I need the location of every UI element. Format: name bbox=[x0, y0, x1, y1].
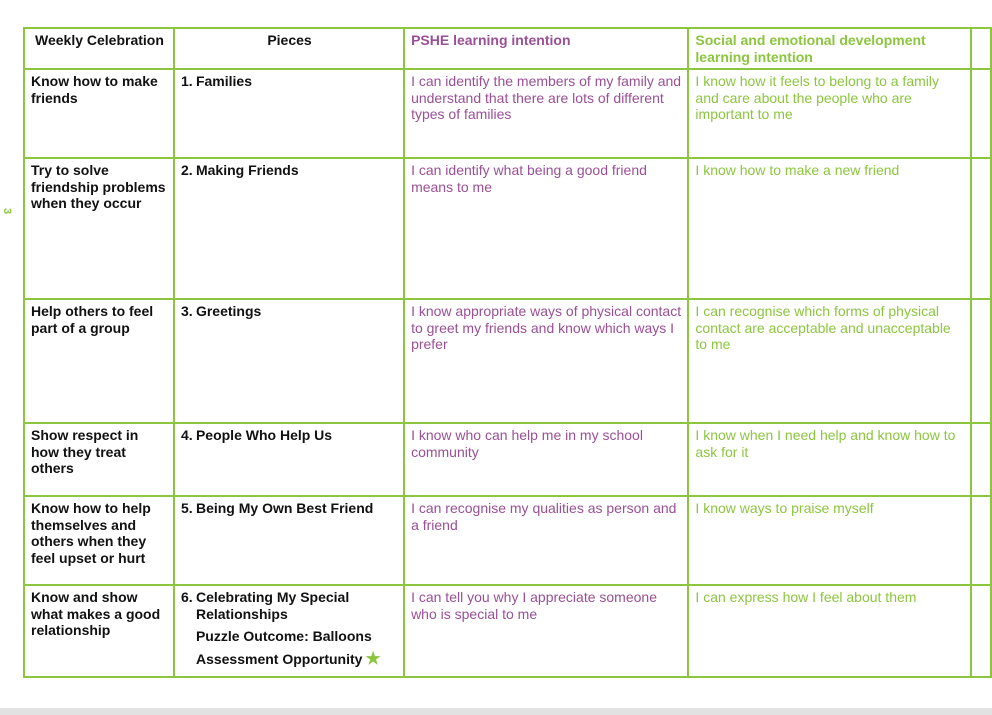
piece-title: Greetings bbox=[195, 303, 262, 319]
weekly-celebration-cell: Know and show what makes a good relationship bbox=[24, 585, 174, 677]
pshe-intention-cell: I know who can help me in my school community bbox=[404, 423, 688, 496]
piece-cell bbox=[174, 496, 404, 585]
table-row bbox=[24, 423, 991, 496]
piece-title: Celebrating My Special Relationships bbox=[195, 589, 350, 622]
piece-number: 3. bbox=[180, 303, 193, 319]
cutoff-column-cell bbox=[971, 299, 991, 423]
piece-title: People Who Help Us bbox=[195, 427, 333, 443]
sed-intention-cell: I can recognise which forms of physical contact are acceptable and unacceptable to me bbox=[688, 299, 971, 423]
piece-cell bbox=[174, 423, 404, 496]
piece-title: Families bbox=[195, 73, 252, 89]
learning-intentions-table bbox=[23, 27, 992, 678]
table-header-row bbox=[24, 28, 991, 69]
table-row bbox=[24, 585, 991, 677]
weekly-celebration-cell: Know how to help themselves and others when they feel upset or hurt bbox=[24, 496, 174, 585]
table-row bbox=[24, 299, 991, 423]
header-pshe-learning-intention: PSHE learning intention bbox=[404, 28, 688, 69]
piece-number: 4. bbox=[180, 427, 193, 443]
cutoff-column-cell bbox=[971, 585, 991, 677]
table-row bbox=[24, 69, 991, 158]
table-row bbox=[24, 158, 991, 299]
piece-number: 1. bbox=[180, 73, 193, 89]
sed-intention-cell: I know ways to praise myself bbox=[688, 496, 971, 585]
table-row bbox=[24, 496, 991, 585]
sed-intention-cell: I know when I need help and know how to ask for it bbox=[688, 423, 971, 496]
piece-number: 5. bbox=[180, 500, 193, 516]
header-weekly-celebration: Weekly Celebration bbox=[24, 28, 174, 69]
header-cutoff-column bbox=[971, 28, 991, 69]
pshe-intention-cell: I can identify what being a good friend means to me bbox=[404, 158, 688, 299]
star-icon: ★ bbox=[365, 648, 381, 668]
piece-cell bbox=[174, 299, 404, 423]
assessment-opportunity-label: Assessment Opportunity bbox=[195, 650, 363, 667]
sed-intention-cell: I know how to make a new friend bbox=[688, 158, 971, 299]
piece-cell bbox=[174, 158, 404, 299]
cutoff-column-cell bbox=[971, 158, 991, 299]
sed-intention-cell: I know how it feels to belong to a family and care about the people who are important to me bbox=[688, 69, 971, 158]
weekly-celebration-cell: Know how to make friends bbox=[24, 69, 174, 158]
piece-title: Making Friends bbox=[195, 162, 299, 178]
piece-cell bbox=[174, 585, 404, 677]
puzzle-outcome: Puzzle Outcome: Balloons bbox=[195, 628, 372, 644]
page-number: 3 bbox=[1, 207, 14, 215]
piece-number: 6. bbox=[180, 589, 193, 605]
piece-title: Being My Own Best Friend bbox=[195, 500, 374, 516]
pshe-intention-cell: I can identify the members of my family and understand that there are lots of different types of families bbox=[404, 69, 688, 158]
weekly-celebration-cell: Show respect in how they treat others bbox=[24, 423, 174, 496]
pshe-intention-cell: I can tell you why I appreciate someone who is special to me bbox=[404, 585, 688, 677]
pshe-intention-cell: I know appropriate ways of physical contact to greet my friends and know which ways I prefer bbox=[404, 299, 688, 423]
pshe-intention-cell: I can recognise my qualities as person and a friend bbox=[404, 496, 688, 585]
header-pieces: Pieces bbox=[174, 28, 404, 69]
cutoff-column-cell bbox=[971, 69, 991, 158]
cutoff-column-cell bbox=[971, 496, 991, 585]
piece-cell bbox=[174, 69, 404, 158]
weekly-celebration-cell: Try to solve friendship problems when they occur bbox=[24, 158, 174, 299]
weekly-celebration-cell: Help others to feel part of a group bbox=[24, 299, 174, 423]
header-social-emotional-learning-intention: Social and emotional development learning intention bbox=[688, 28, 971, 69]
piece-number: 2. bbox=[180, 162, 193, 178]
page-bottom-band bbox=[0, 708, 992, 715]
cutoff-column-cell bbox=[971, 423, 991, 496]
sed-intention-cell: I can express how I feel about them bbox=[688, 585, 971, 677]
assessment-opportunity bbox=[195, 648, 398, 668]
